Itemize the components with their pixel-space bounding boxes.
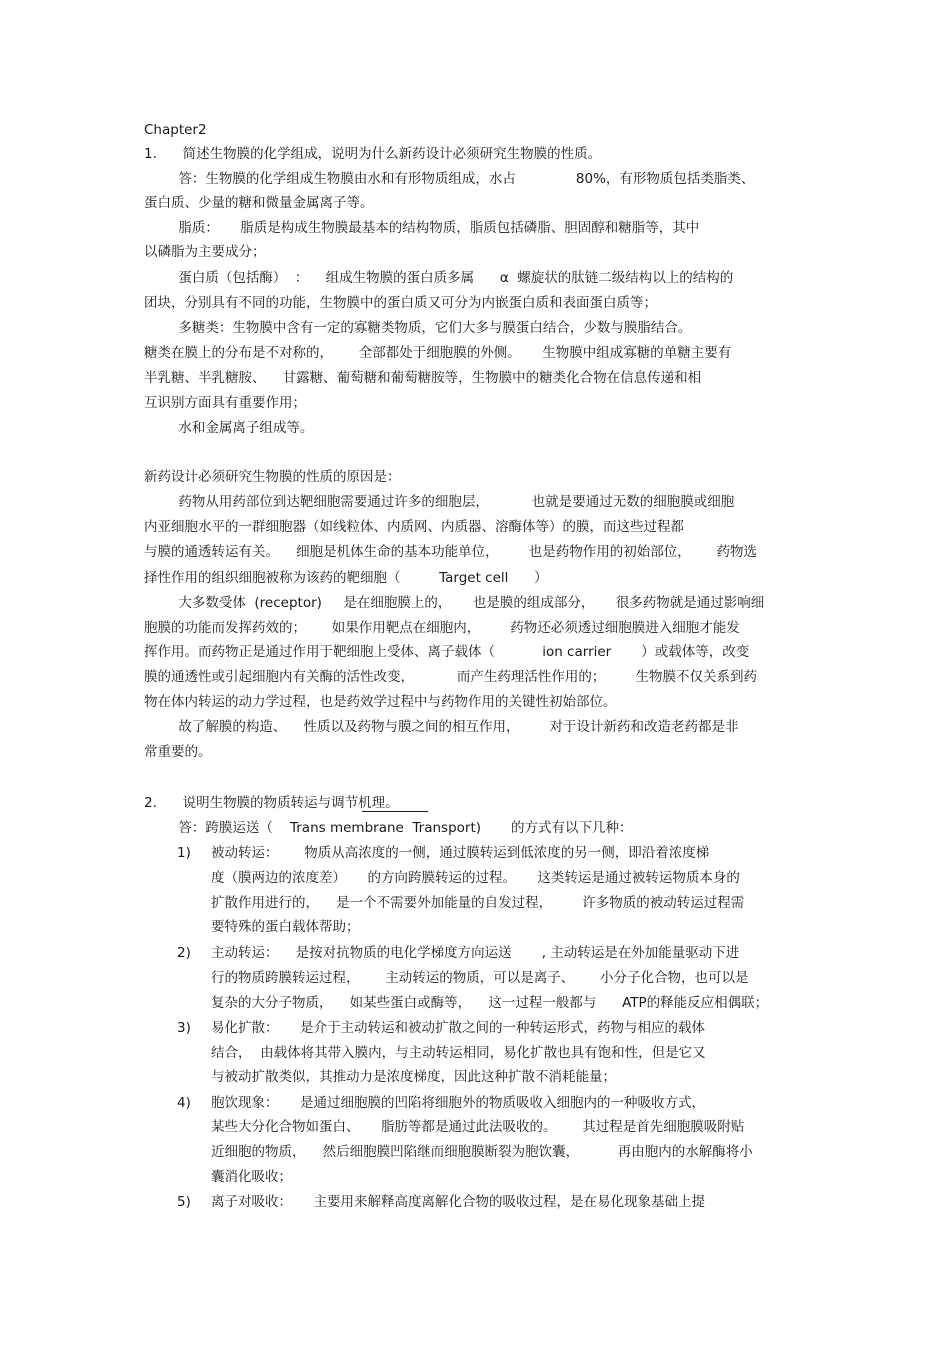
paragraph-line: 脂质： 脂质是构成生物膜最基本的结构物质，脂质包括磷脂、胆固醇和糖脂等，其中 xyxy=(144,220,700,236)
list-number: 3) xyxy=(177,1020,191,1036)
list-item-line: 复杂的大分子物质， 如某些蛋白或酶等， 这一过程一般都与 ATP的释能反应相偶联； xyxy=(211,995,769,1011)
list-item-line: 近细胞的物质， 然后细胞膜凹陷继而细胞膜断裂为胞饮囊， 再由胞内的水解酶将小 xyxy=(211,1144,753,1160)
paragraph-line: 内亚细胞水平的一群细胞器（如线粒体、内质网、内质器、溶酶体等）的膜，而这些过程都 xyxy=(144,519,684,535)
paragraph-line: 膜的通透性或引起细胞内有关酶的活性改变， 而产生药理活性作用的； 生物膜不仅关系到药 xyxy=(144,669,757,685)
paragraph-line: 大多数受体 (receptor) 是在细胞膜上的， 也是膜的组成部分， 很多药物就是通过影响细 xyxy=(144,595,765,611)
list-item-line: 行的物质跨膜转运过程， 主动转运的物质，可以是离子、 小分子化合物，也可以是 xyxy=(211,970,749,986)
list-item-line: 扩散作用进行的， 是一个不需要外加能量的自发过程， 许多物质的被动转运过程需 xyxy=(211,895,745,911)
list-number: 5) xyxy=(177,1194,191,1210)
paragraph-line: 胞膜的功能而发挥药效的； 如果作用靶点在细胞内， 药物还必须透过细胞膜进入细胞才能发 xyxy=(144,620,740,636)
list-item-line: 主动转运： 是按对抗物质的电化学梯度方向运送 , 主动转运是在外加能量驱动下进 xyxy=(211,945,740,961)
paragraph-line: 互识别方面具有重要作用； xyxy=(144,395,306,411)
paragraph-line: 蛋白质（包括酶） ： 组成生物膜的蛋白质多属 α 螺旋状的肽链二级结构以上的结构的 xyxy=(144,270,734,286)
paragraph-line: 水和金属离子组成等。 xyxy=(144,420,314,436)
paragraph-line: 答：生物膜的化学组成生物膜由水和有形物质组成，水占 80%，有形物质包括类脂类、 xyxy=(144,171,755,187)
list-number: 2) xyxy=(177,945,191,961)
reason-heading: 新药设计必须研究生物膜的性质的原因是： xyxy=(144,469,401,485)
paragraph-line: 与膜的通透转运有关。 细胞是机体生命的基本功能单位， 也是药物作用的初始部位， 药物选 xyxy=(144,544,757,560)
list-item-line: 易化扩散： 是介于主动转运和被动扩散之间的一种转运形式，药物与相应的载体 xyxy=(211,1020,705,1036)
paragraph-line: 蛋白质、少量的糖和微量金属离子等。 xyxy=(144,195,374,211)
list-item-line: 度（膜两边的浓度差） 的方向跨膜转运的过程。 这类转运是通过被转运物质本身的 xyxy=(211,870,740,886)
list-number: 1) xyxy=(177,845,191,861)
paragraph-line: 择性作用的组织细胞被称为该药的靶细胞（ Target cell ） xyxy=(144,570,548,586)
list-number: 4) xyxy=(177,1095,191,1111)
list-item-line: 离子对吸收： 主要用来解释高度离解化合物的吸收过程，是在易化现象基础上提 xyxy=(211,1194,705,1210)
paragraph-line: 以磷脂为主要成分； xyxy=(144,244,266,260)
paragraph-line: 物在体内转运的动力学过程，也是药效学过程中与药物作用的关键性初始部位。 xyxy=(144,694,617,710)
underline-mark xyxy=(362,811,428,812)
answer-intro: 答：跨膜运送（ Trans membrane Transport) 的方式有以下几种： xyxy=(144,820,633,836)
list-item-line: 囊消化吸收； xyxy=(211,1169,292,1185)
list-item-line: 某些大分化合物如蛋白、 脂肪等都是通过此法吸收的。 其过程是首先细胞膜吸附贴 xyxy=(211,1119,745,1135)
paragraph-line: 故了解膜的构造、 性质以及药物与膜之间的相互作用， 对于设计新药和改造老药都是非 xyxy=(144,719,739,735)
list-item-line: 胞饮现象： 是通过细胞膜的凹陷将细胞外的物质吸收入细胞内的一种吸收方式， xyxy=(211,1095,705,1111)
chapter-heading: Chapter2 xyxy=(144,122,207,138)
question-1-title: 1. 简述生物膜的化学组成，说明为什么新药设计必须研究生物膜的性质。 xyxy=(144,146,602,162)
paragraph-line: 半乳糖、半乳糖胺、 甘露糖、葡萄糖和葡萄糖胺等，生物膜中的糖类化合物在信息传递和相 xyxy=(144,370,702,386)
list-item-line: 结合， 由载体将其带入膜内，与主动转运相同，易化扩散也具有饱和性，但是它又 xyxy=(211,1045,706,1061)
paragraph-line: 糖类在膜上的分布是不对称的， 全部都处于细胞膜的外侧。 生物膜中组成寡糖的单糖主要有 xyxy=(144,345,732,361)
question-2-title: 2. 说明生物膜的物质转运与调节机理。 xyxy=(144,795,399,811)
list-item-line: 与被动扩散类似，其推动力是浓度梯度，因此这种扩散不消耗能量； xyxy=(211,1069,616,1085)
paragraph-line: 药物从用药部位到达靶细胞需要通过许多的细胞层， 也就是要通过无数的细胞膜或细胞 xyxy=(144,494,735,510)
list-item-line: 被动转运： 物质从高浓度的一侧，通过膜转运到低浓度的另一侧，即沿着浓度梯 xyxy=(211,845,710,861)
paragraph-line: 团块，分别具有不同的功能，生物膜中的蛋白质又可分为内嵌蛋白质和表面蛋白质等； xyxy=(144,295,657,311)
paragraph-line: 常重要的。 xyxy=(144,744,212,760)
paragraph-line: 挥作用。而药物正是通过作用于靶细胞上受体、离子载体（ ion carrier ）或载体等，改变 xyxy=(144,644,750,660)
list-item-line: 要特殊的蛋白载体帮助； xyxy=(211,919,360,935)
paragraph-line: 多糖类：生物膜中含有一定的寡糖类物质，它们大多与膜蛋白结合，少数与膜脂结合。 xyxy=(144,320,692,336)
